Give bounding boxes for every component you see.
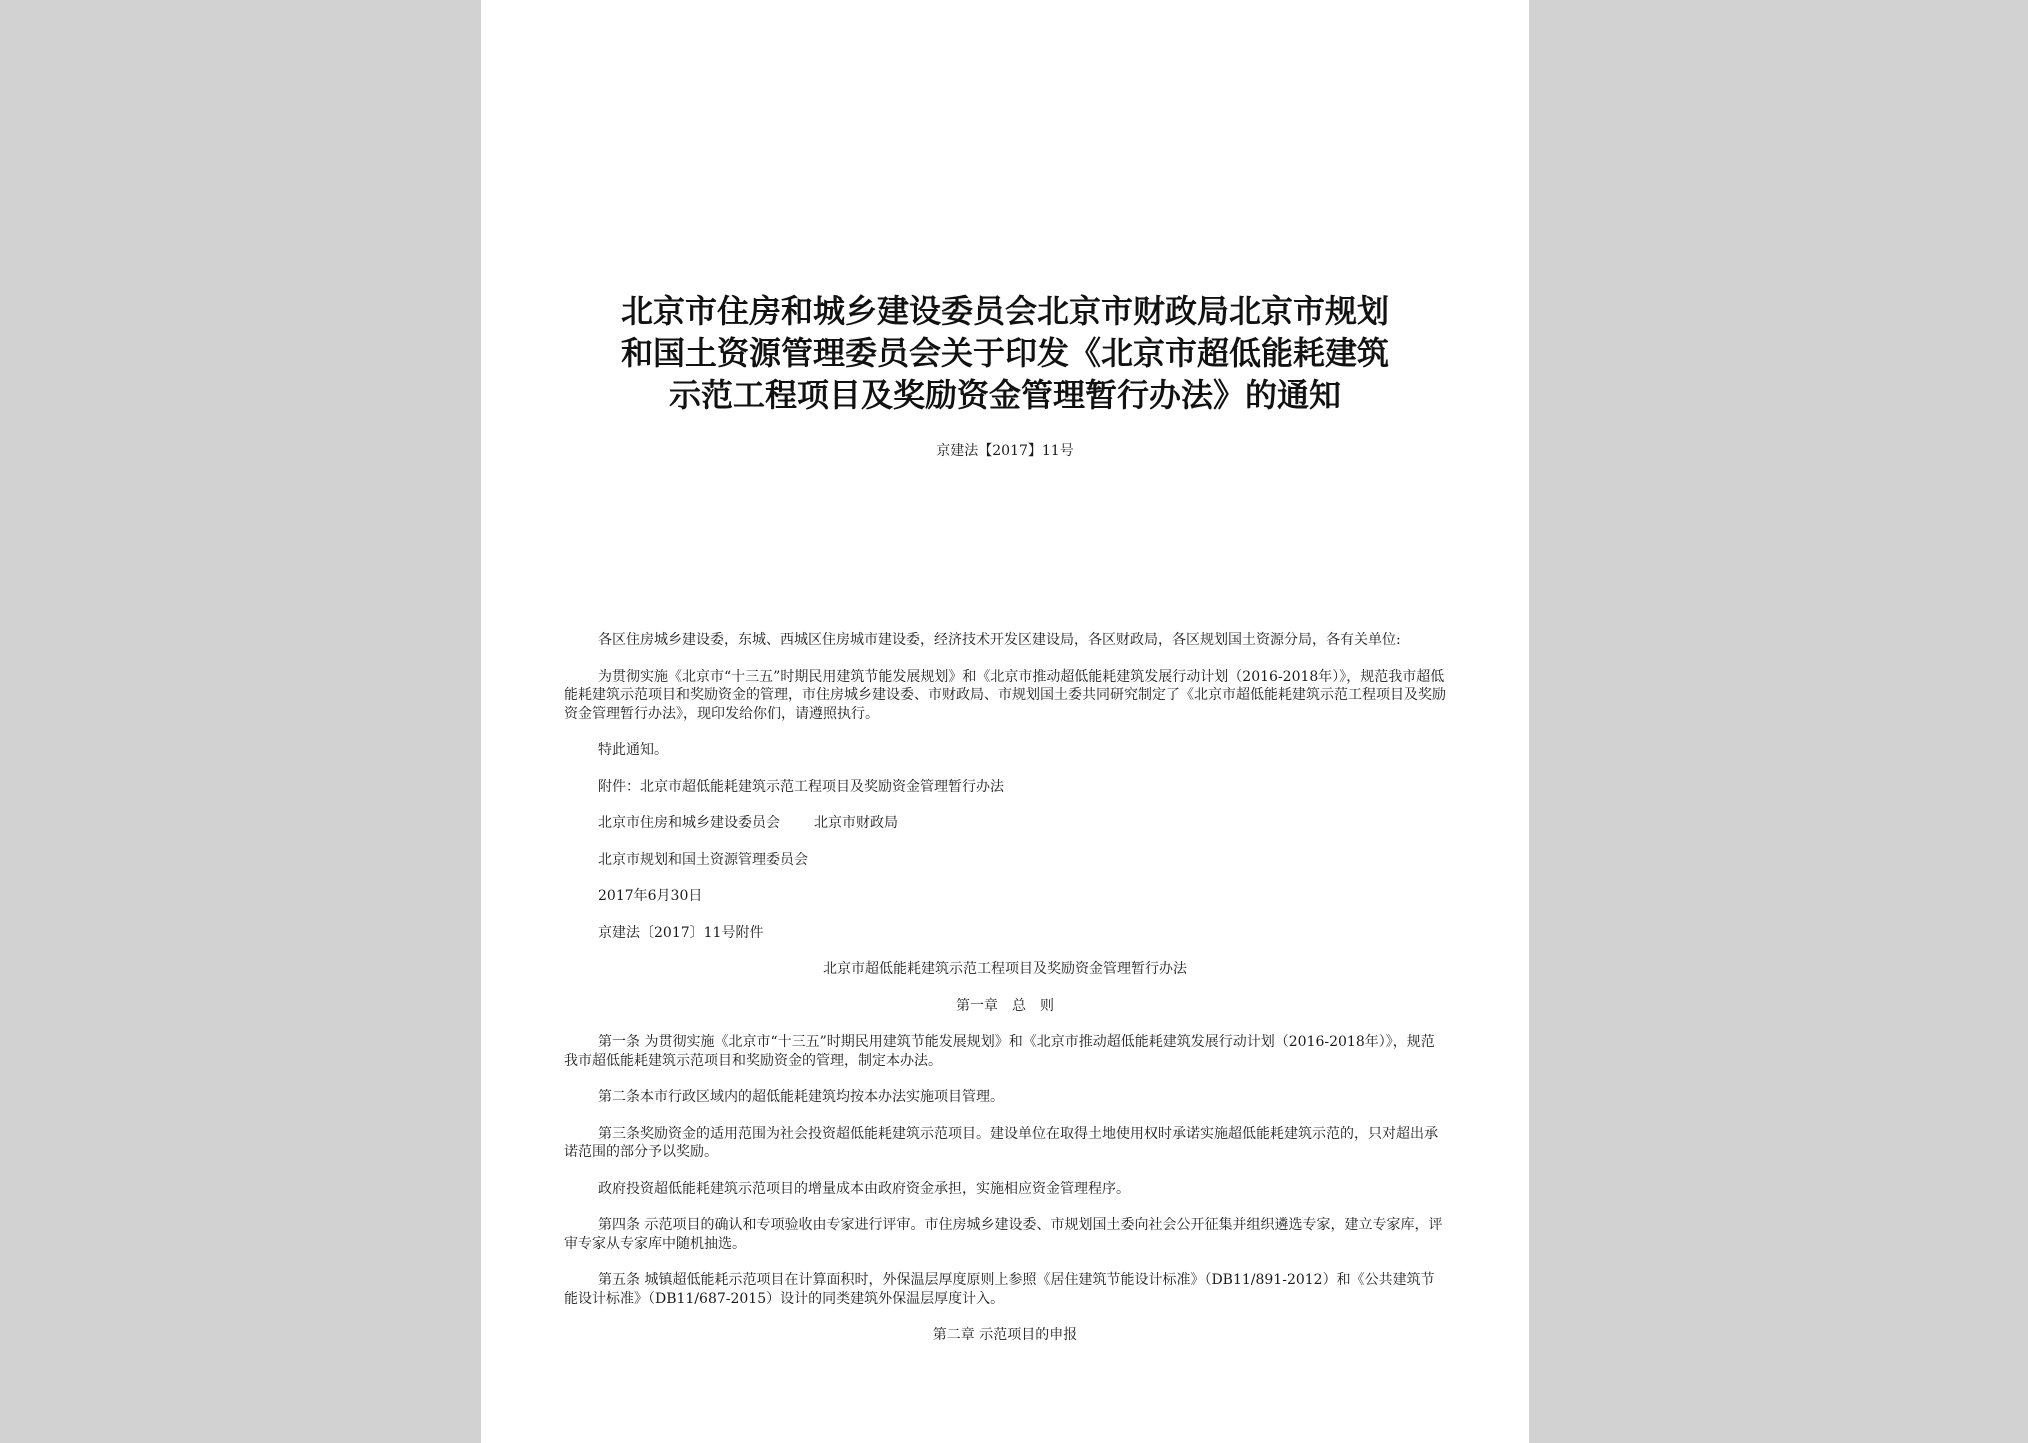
article-paragraph: 第三条奖励资金的适用范围为社会投资超低能耗建筑示范项目。建设单位在取得土地使用权时承诺实施超低能耗建筑示范的，只对超出承诺范围的部分予以奖励。: [564, 1125, 1438, 1160]
title-line: 示范工程项目及奖励资金管理暂行办法》的通知: [668, 376, 1341, 414]
signatory-org: 北京市住房和城乡建设委员会: [598, 815, 780, 831]
signatory-org: 北京市规划和国土资源管理委员会: [598, 851, 808, 868]
signatory-org: 北京市财政局: [814, 815, 898, 831]
title-line: 和国土资源管理委员会关于印发《北京市超低能耗建筑: [620, 334, 1389, 372]
article-paragraph: 第四条 示范项目的确认和专项验收由专家进行评审。市住房城乡建设委、市规划国土委向社会公开征集并组织遴选专家，建立专家库，评审专家从专家库中随机抽选。: [564, 1217, 1443, 1252]
title-line: 北京市住房和城乡建设委员会北京市财政局北京市规划: [620, 292, 1389, 330]
article-paragraph: 第五条 城镇超低能耗示范项目在计算面积时，外保温层厚度原则上参照《居住建筑节能设计标准》（DB11/891-2012）和《公共建筑节能设计标准》（DB11/687-2015）设计的同类建筑外保温层厚度计入。: [564, 1272, 1435, 1307]
article-paragraph: 第一条 为贯彻实施《北京市“十三五”时期民用建筑节能发展规划》和《北京市推动超低能耗建筑发展行动计划（2016-2018年）》，规范我市超低能耗建筑示范项目和奖励资金的管理，制定本办法。: [564, 1034, 1435, 1069]
document-title: [541, 290, 1469, 416]
addressee-paragraph: 各区住房城乡建设委，东城、西城区住房城市建设委，经济技术开发区建设局，各区财政局，各区规划国土资源分局，各有关单位:: [598, 632, 1401, 648]
notice-closing: 特此通知。: [598, 742, 668, 758]
chapter-heading: 第二章 示范项目的申报: [932, 1327, 1078, 1343]
attachment-reference: 京建法〔2017〕11号附件: [598, 924, 764, 941]
document-number: 京建法【2017】11号: [936, 443, 1074, 459]
body-paragraph: 为贯彻实施《北京市“十三五”时期民用建筑节能发展规划》和《北京市推动超低能耗建筑发展行动计划（2016-2018年）》，规范我市超低能耗建筑示范项目和奖励资金的管理，市住房城乡建设委、市财政局、市规划国土委共同研究制定了《北京市超低能耗建筑示范工程项目及奖励资金管理暂行办法》，现印发给你们，请遵照执行。: [564, 668, 1446, 722]
chapter-heading: 第一章 总 则: [956, 997, 1054, 1014]
article-paragraph: 第二条本市行政区域内的超低能耗建筑均按本办法实施项目管理。: [598, 1089, 1004, 1105]
issue-date: 2017年6月30日: [598, 888, 703, 904]
attachment-title: 北京市超低能耗建筑示范工程项目及奖励资金管理暂行办法: [823, 961, 1187, 977]
attachment-note: 附件：北京市超低能耗建筑示范工程项目及奖励资金管理暂行办法: [598, 778, 1004, 795]
document-body: [564, 631, 1446, 1363]
article-paragraph: 政府投资超低能耗建筑示范项目的增量成本由政府资金承担，实施相应资金管理程序。: [598, 1180, 1130, 1197]
signatory-line: [564, 814, 1446, 833]
document-page: [481, 0, 1529, 1443]
